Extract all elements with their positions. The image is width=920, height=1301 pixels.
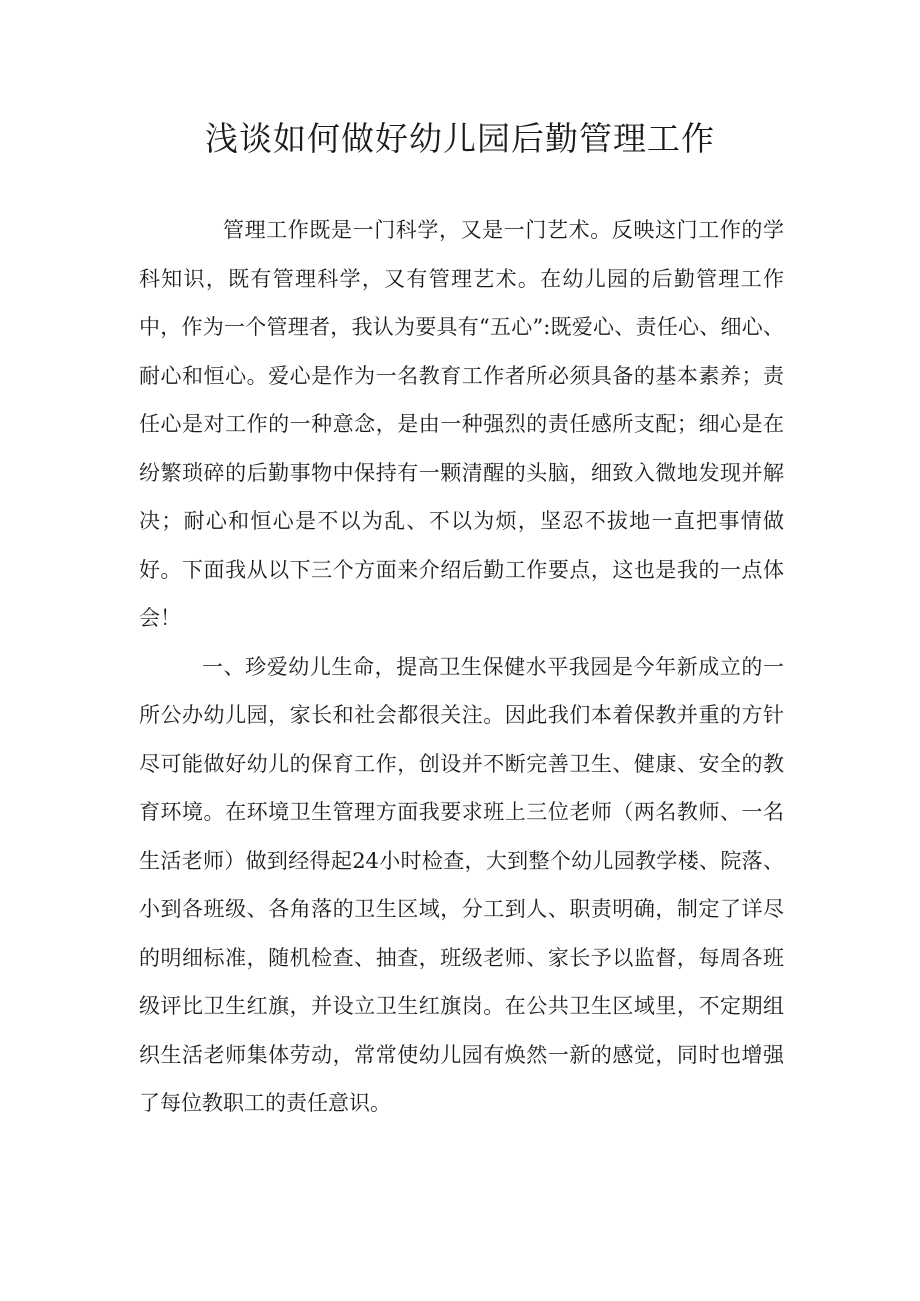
paragraph-section-one: 一、珍爱幼儿生命，提高卫生保健水平我园是今年新成立的一所公办幼儿园，家长和社会都很关注。因此我们本着保教并重的方针尽可能做好幼儿的保育工作，创设并不断完善卫生、健康、安全的教育环境。在环境卫生管理方面我要求班上三位老师（两名教师、一名生活老师）做到经得起24小时检查，大到整个幼儿园教学楼、院落、小到各班级、各角落的卫生区域，分工到人、职责明确，制定了详尽的明细标准，随机检查、抽查，班级老师、家长予以监督，每周各班级评比卫生红旗，并设立卫生红旗岗。在公共卫生区域里，不定期组织生活老师集体劳动，常常使幼儿园有焕然一新的感觉，同时也增强了每位教职工的责任意识。	[139, 654, 784, 1115]
document-body	[139, 206, 784, 1128]
paragraph-intro: 管理工作既是一门科学，又是一门艺术。反映这门工作的学科知识，既有管理科学，又有管理艺术。在幼儿园的后勤管理工作中，作为一个管理者，我认为要具有“五心”:既爱心、责任心、细心、耐心和恒心。爱心是作为一名教育工作者所必须具备的基本素养；责任心是对工作的一种意念，是由一种强烈的责任感所支配；细心是在纷繁琐碎的后勤事物中保持有一颗清醒的头脑，细致入微地发现并解决；耐心和恒心是不以为乱、不以为烦，坚忍不拔地一直把事情做好。下面我从以下三个方面来介绍后勤工作要点，这也是我的一点体会！	[139, 218, 784, 630]
document-title: 浅谈如何做好幼儿园后勤管理工作	[205, 119, 715, 158]
